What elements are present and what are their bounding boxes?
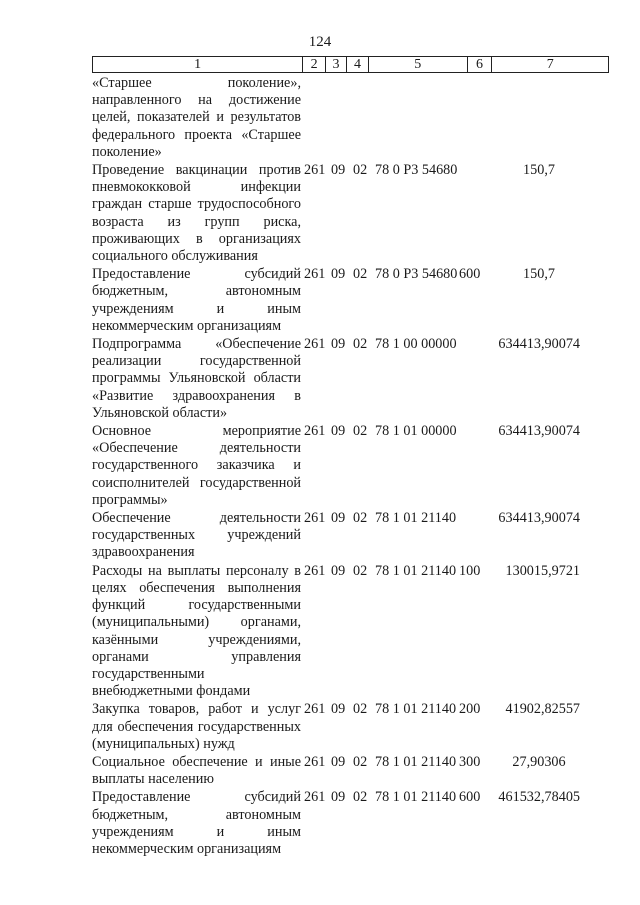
row-name: Предоставление субсидий бюджетным, автономным учреждениям и иным некоммерческим организациям	[92, 789, 301, 857]
row-code-ministry: 261	[304, 753, 326, 770]
row-code-target: 78 1 01 00000	[375, 423, 457, 440]
row-code-target: 78 1 00 00000	[375, 336, 457, 353]
row-code-subsection: 02	[353, 753, 368, 770]
table-row	[92, 789, 609, 858]
row-name: Основное мероприятие «Обеспечение деятельности государственного заказчика и соисполнителей государственной программы»	[92, 423, 301, 508]
row-amount: 634413,90074	[498, 510, 580, 527]
row-code-ministry: 261	[304, 336, 326, 353]
table-row	[92, 75, 609, 161]
row-code-expense-type	[459, 510, 489, 562]
table-row	[92, 510, 609, 562]
row-code-subsection: 02	[353, 789, 368, 806]
row-name: Закупка товаров, работ и услуг для обеспечения государственных (муниципальных) нужд	[92, 701, 301, 752]
row-code-section: 09	[331, 266, 346, 283]
row-codes	[303, 510, 589, 562]
row-code-subsection: 02	[353, 510, 368, 527]
header-col-6: 6	[468, 57, 493, 72]
row-code-subsection: 02	[353, 266, 368, 283]
row-code-section: 09	[331, 510, 346, 527]
header-col-5: 5	[369, 57, 468, 72]
row-name: Подпрограмма «Обеспечение реализации государственной программы Ульяновской области «Развитие здравоохранения в Ульяновской области»	[92, 336, 301, 421]
header-col-3: 3	[326, 57, 347, 72]
row-code-section: 09	[331, 162, 346, 179]
row-name: Обеспечение деятельности государственных учреждений здравоохранения	[92, 510, 301, 561]
row-code-section: 09	[331, 753, 346, 770]
row-code-expense-type: 100	[459, 562, 481, 579]
table-row	[92, 754, 609, 788]
row-code-expense-type	[459, 75, 489, 161]
row-amount: 461532,78405	[498, 789, 580, 806]
row-code-expense-type	[459, 162, 489, 265]
row-code-expense-type: 200	[459, 701, 481, 718]
row-code-target: 78 0 P3 54680	[375, 162, 458, 179]
header-col-2: 2	[303, 57, 326, 72]
row-amount: 27,90306	[512, 753, 566, 770]
row-amount: 41902,82557	[505, 701, 580, 718]
row-amount: 150,7	[523, 266, 555, 283]
row-code-ministry	[303, 75, 331, 161]
row-amount: 634413,90074	[498, 423, 580, 440]
row-code-section: 09	[331, 701, 346, 718]
row-name: Расходы на выплаты персоналу в целях обеспечения выполнения функций государственными (муниципальными) органами, казёнными учреждениями, органами управления государственными внебюджетными фондами	[92, 562, 301, 700]
row-code-expense-type	[459, 336, 489, 422]
row-code-subsection: 02	[353, 162, 368, 179]
row-code-target: 78 1 01 21140	[375, 753, 457, 770]
table-row	[92, 266, 609, 335]
row-codes	[303, 563, 589, 701]
row-code-subsection: 02	[353, 562, 368, 579]
table-row	[92, 336, 609, 422]
row-code-target: 78 1 01 21140	[375, 789, 457, 806]
row-codes	[303, 754, 589, 788]
row-name: Предоставление субсидий бюджетным, автономным учреждениям и иным некоммерческим организациям	[92, 266, 301, 334]
row-amount: 150,7	[523, 162, 555, 179]
row-codes	[303, 701, 589, 753]
row-name: Проведение вакцинации против пневмококковой инфекции граждан старше трудоспособного возраста из групп риска, проживающих в организациях социального обслуживания	[92, 162, 301, 265]
row-amount	[489, 75, 589, 161]
row-code-ministry: 261	[304, 562, 326, 579]
row-name: «Старшее поколение», направленного на достижение целей, показателей и результатов федерального проекта «Старшее поколение»	[92, 75, 301, 160]
row-codes	[303, 423, 589, 509]
row-code-section: 09	[331, 562, 346, 579]
row-codes	[303, 75, 589, 161]
table-header	[92, 56, 609, 73]
table-row	[92, 423, 609, 509]
row-code-subsection: 02	[353, 336, 368, 353]
row-codes	[303, 162, 589, 265]
table-row	[92, 701, 609, 753]
row-code-section: 09	[331, 336, 346, 353]
row-code-ministry: 261	[304, 510, 326, 527]
row-code-subsection: 02	[353, 423, 368, 440]
row-code-ministry: 261	[304, 701, 326, 718]
row-code-section: 09	[331, 789, 346, 806]
row-codes	[303, 789, 589, 858]
table-row	[92, 563, 609, 701]
row-code-expense-type: 600	[459, 266, 481, 283]
row-amount: 634413,90074	[498, 336, 580, 353]
row-code-target: 78 1 01 21140	[375, 562, 457, 579]
table-row	[92, 162, 609, 265]
row-amount: 130015,9721	[505, 562, 580, 579]
row-name: Социальное обеспечение и иные выплаты населению	[92, 753, 301, 788]
row-code-target: 78 1 01 21140	[375, 701, 457, 718]
row-code-target: 78 0 P3 54680	[375, 266, 458, 283]
row-code-ministry: 261	[304, 266, 326, 283]
row-code-expense-type	[459, 423, 489, 509]
row-code-subsection: 02	[353, 701, 368, 718]
table-body	[92, 75, 609, 859]
row-code-target	[373, 75, 459, 161]
row-code-expense-type: 600	[459, 789, 481, 806]
row-code-section: 09	[331, 423, 346, 440]
row-code-section	[331, 75, 353, 161]
header-col-1: 1	[93, 57, 303, 72]
row-code-subsection	[353, 75, 373, 161]
row-code-ministry: 261	[304, 423, 326, 440]
row-codes	[303, 266, 589, 335]
row-code-ministry: 261	[304, 789, 326, 806]
row-code-expense-type: 300	[459, 753, 481, 770]
header-col-4: 4	[347, 57, 369, 72]
row-code-ministry: 261	[304, 162, 326, 179]
row-codes	[303, 336, 589, 422]
row-code-target: 78 1 01 21140	[375, 510, 457, 527]
header-col-7: 7	[546, 57, 554, 72]
page-number: 124	[308, 34, 332, 50]
